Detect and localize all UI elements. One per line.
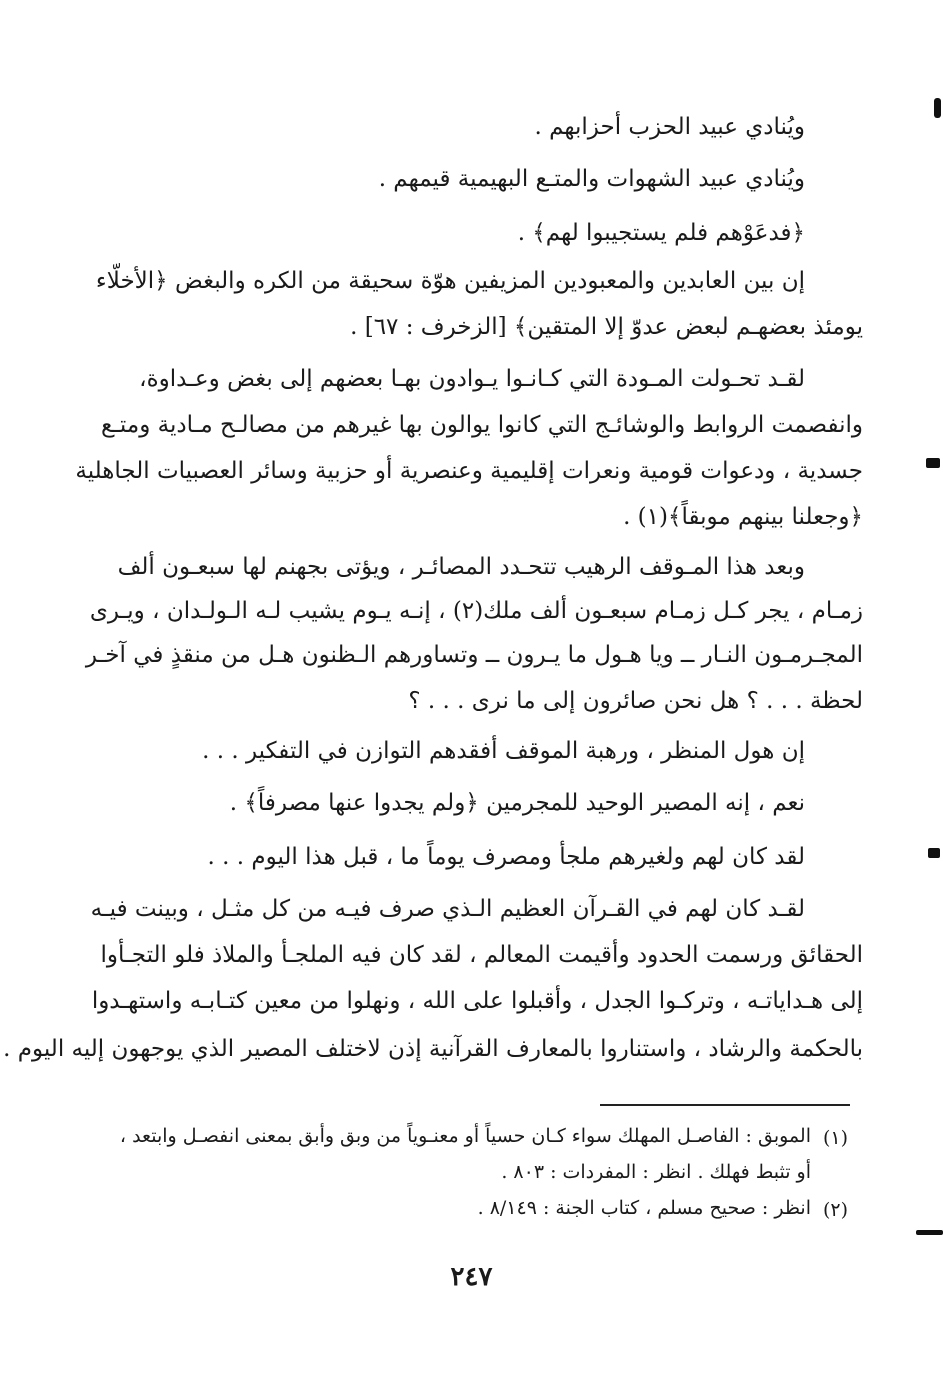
text-line: إلى هـداياتـه ، وتركـوا الجدل ، وأقبلوا على الله ، ونهلوا من معين كتـابـه واستهـدوا (91, 988, 863, 1014)
text-line: يومئذ بعضهـم لبعض عدوّ إلا المتقين﴾ [الزخرف : ٦٧] . (350, 314, 863, 340)
text-line: إن هول المنظر ، ورهبة الموقف أفقدهم التوازن في التفكير . . . (202, 738, 805, 764)
text-line: وبعد هذا المـوقف الرهيب تتحـدد المصائـر ، ويؤتى بجهنم لها سبعـون ألف (117, 554, 805, 580)
footnote-line: انظر : صحيح مسلم ، كتاب الجنة : ٨/١٤٩ . (477, 1197, 811, 1219)
text-line: لقـد تحـولت المـودة التي كـانـوا يـوادون بهـا بعضهم إلى بغض وعـداوة، (139, 366, 805, 392)
footnote-number: (١) (822, 1127, 848, 1149)
text-line: المجـرمـون النـار ــ ويا هـول ما يـرون ــ وتساورهم الـظنون هـل من منقذٍ في آخـر (85, 642, 863, 668)
text-line: وانفصمت الروابط والوشائـج التي كانوا يوالون بها غيرهم من مصالـح مـادية ومتـع (100, 412, 863, 438)
text-line: بالحكمة والرشاد ، واستناروا بالمعارف القرآنية إذن لاختلف المصير الذي يوجهون إليه اليوم . (3, 1036, 863, 1062)
text-line: نعم ، إنه المصير الوحيد للمجرمين ﴿ولم يجدوا عنها مصرفاً﴾ . (229, 790, 805, 816)
scan-mark (934, 98, 941, 118)
scan-mark (916, 1230, 943, 1235)
text-line: ويُنادي عبيد الحزب أحزابهم . (534, 114, 805, 140)
text-line: لحظة . . . ؟ هل نحن صائرون إلى ما نرى . . . ؟ (408, 688, 863, 714)
text-line: الحقائق ورسمت الحدود وأقيمت المعالم ، لقد كان فيه الملجـأ والملاذ فلو التجـأوا (100, 942, 863, 968)
text-line: لقـد كان لهم في القـرآن العظيم الـذي صرف فيـه من كل مثـل ، وبينت فيـه (90, 896, 805, 922)
page-number: ٢٤٧ (450, 1262, 493, 1292)
scan-mark (926, 458, 940, 468)
footnote-line: الموبق : الفاصـل المهلك سواء كـان حسياً أو معنـوياً من وبق وأبق بمعنى انفصـل وابتعد ، (119, 1125, 811, 1147)
footnote-number: (٢) (822, 1199, 848, 1221)
footnote-line: أو تثبط فهلك . انظر : المفردات : ٨٠٣ . (501, 1161, 811, 1183)
text-line: إن بين العابدين والمعبودين المزيفين هوّة سحيقة من الكره والبغض ﴿الأخلّاء (95, 268, 805, 294)
text-line: لقد كان لهم ولغيرهم ملجأ ومصرف يوماً ما ، قبل هذا اليوم . . . (207, 844, 805, 870)
scan-mark (928, 848, 940, 858)
text-line: جسدية ، ودعوات قومية ونعرات إقليمية وعنصرية أو حزبية وسائر العصبيات الجاهلية (75, 458, 863, 484)
text-line: ويُنادي عبيد الشهوات والمتـع البهيمية قيمهم . (378, 166, 805, 192)
text-line: ﴿وجعلنا بينهم موبقاً﴾(١) . (623, 504, 863, 530)
text-line: زمـام ، يجر كـل زمـام سبعـون ألف ملك(٢) ، إنـه يـوم يشيب لـه الـولـدان ، ويـرى (89, 598, 863, 624)
text-line: ﴿فدعَوْهم فلم يستجيبوا لهم﴾ . (517, 220, 805, 246)
footnote-divider (600, 1104, 850, 1106)
